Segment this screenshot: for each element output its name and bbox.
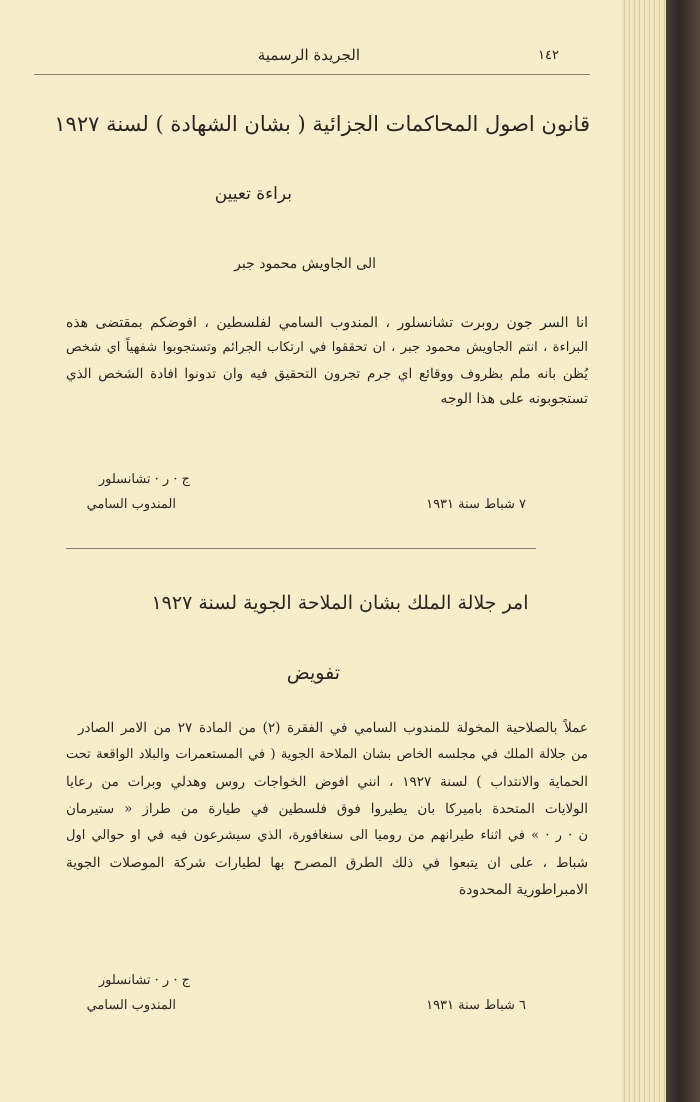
section1-signature-title: المندوب السامي [86, 497, 176, 512]
header-rule [34, 74, 590, 75]
section2-subtitle: تفويض [286, 662, 340, 684]
section2-body-line: الامبراطورية المحدودة [458, 882, 588, 898]
journal-title: الجريدة الرسمية [257, 46, 360, 64]
section2-body-line: من جلالة الملك في مجلسه الخاص بشان الملاحة الجوية ( في المستعمرات والبلاد الواقعة تحت [66, 747, 588, 762]
section2-body-line: الحماية والانتداب ) لسنة ١٩٢٧ ، انني افوض الخواجات روس وهدلي وبرات من رعايا [66, 774, 588, 790]
section2-signature-name: ج · ر · تشانسلور [98, 973, 190, 988]
section1-body-line: تستجوبونه على هذا الوجه [440, 391, 588, 407]
section1-title: قانون اصول المحاكمات الجزائية ( بشان الشهادة ) لسنة ١٩٢٧ [54, 112, 590, 136]
section1-addressee: الى الجاويش محمود جبر [234, 256, 376, 272]
section1-subtitle: براءة تعيين [214, 184, 292, 204]
section1-date: ٧ شباط سنة ١٩٣١ [426, 497, 526, 512]
section2-date: ٦ شباط سنة ١٩٣١ [426, 998, 526, 1013]
section2-body-line: ن · ر · » في اثناء طيرانهم من روميا الى سنغافورة، الذي سيشرعون فيه في او حوالي اول [66, 828, 588, 843]
section-divider [66, 548, 536, 549]
section2-title: امر جلالة الملك بشان الملاحة الجوية لسنة ١٩٢٧ [151, 592, 529, 614]
section2-body-line: شباط ، على ان يتبعوا في ذلك الطرق المصرح بها لطيارات شركة الموصلات الجوية [66, 855, 588, 871]
page-edges [622, 0, 666, 1102]
section1-body-line: انا السر جون روبرت تشانسلور ، المندوب السامي لفلسطين ، افوضكم بمقتضى هذه [66, 315, 588, 331]
page-number: ١٤٢ [538, 48, 559, 63]
section1-body-line: البراءة ، انتم الجاويش محمود جبر ، ان تحققوا في ارتكاب الجرائم وتستجوبوا شفهياً اي شخص [66, 340, 588, 355]
section2-body-line: الولايات المتحدة باميركا بان يطيروا فوق فلسطين في طيارة من طراز « ستيرمان [66, 801, 588, 817]
section2-body-line: عملاً بالصلاحية المخولة للمندوب السامي في الفقرة (٢) من المادة ٢٧ من الامر الصادر [78, 720, 588, 736]
book-cover [666, 0, 700, 1102]
section1-signature-name: ج · ر · تشانسلور [98, 472, 190, 487]
section1-body-line: يُظن بانه ملم بظروف ووقائع اي جرم تجرون التحقيق فيه وان تدونوا افادة الشخص الذي [66, 366, 588, 382]
section2-signature-title: المندوب السامي [86, 998, 176, 1013]
